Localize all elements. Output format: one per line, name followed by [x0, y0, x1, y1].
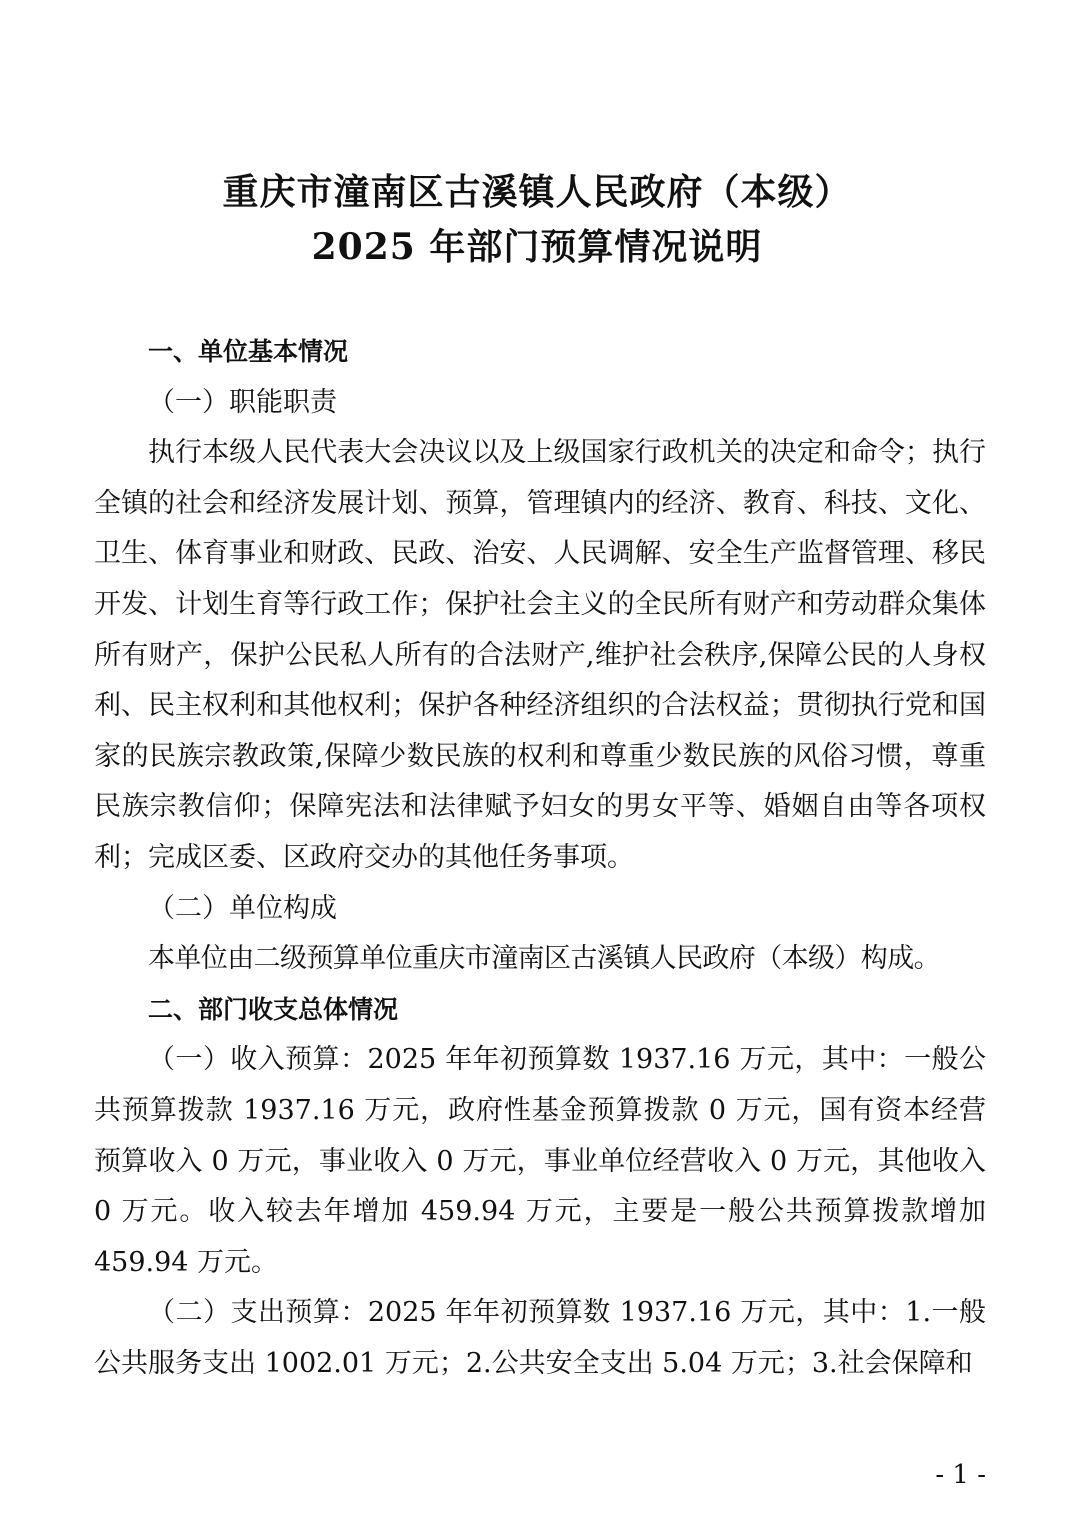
- subsection-heading-functions: （一）职能职责: [148, 386, 337, 418]
- paragraph-expense-budget: （二）支出预算：2025 年年初预算数 1937.16 万元，其中：1.一般公共服务支出 1002.01 万元；2.公共安全支出 5.04 万元；3.社会保障和: [94, 1297, 986, 1379]
- paragraph-composition: 本单位由二级预算单位重庆市潼南区古溪镇人民政府（本级）构成。: [148, 943, 940, 975]
- paragraph-functions: 执行本级人民代表大会决议以及上级国家行政机关的决定和命令；执行全镇的社会和经济发展计划、预算，管理镇内的经济、教育、科技、文化、卫生、体育事业和财政、民政、治安、人民调解、安全生产监督管理、移民开发、计划生育等行政工作；保护社会主义的全民所有财产和劳动群众集体所有财产，保护公民私人所有的合法财产,维护社会秩序,保障公民的人身权利、民主权利和其他权利；保护各种经济组织的合法权益；贯彻执行党和国家的民族宗教政策,保障少数民族的权利和尊重少数民族的风俗习惯，尊重民族宗教信仰；保障宪法和法律赋予妇女的男女平等、婚姻自由等各项权利；完成区委、区政府交办的其他任务事项。: [94, 437, 986, 873]
- document-body: [94, 327, 986, 1389]
- section-heading-overall: 二、部门收支总体情况: [148, 994, 399, 1024]
- page-number: - 1 -: [935, 1460, 986, 1490]
- document-title-line1: 重庆市潼南区古溪镇人民政府（本级）: [222, 171, 852, 213]
- subsection-heading-composition: （二）单位构成: [148, 892, 337, 924]
- document-title-line2: 2025 年部门预算情况说明: [311, 226, 763, 268]
- paragraph-income-budget: （一）收入预算：2025 年年初预算数 1937.16 万元，其中：一般公共预算拨款 1937.16 万元，政府性基金预算拨款 0 万元，国有资本经营预算收入 0 万元，事业收入 0 万元，事业单位经营收入 0 万元，其他收入 0 万元。收入较去年增加 459.94 万元，主要是一般公共预算拨款增加 459.94 万元。: [94, 1044, 986, 1278]
- section-heading-basic-info: 一、单位基本情况: [148, 337, 349, 366]
